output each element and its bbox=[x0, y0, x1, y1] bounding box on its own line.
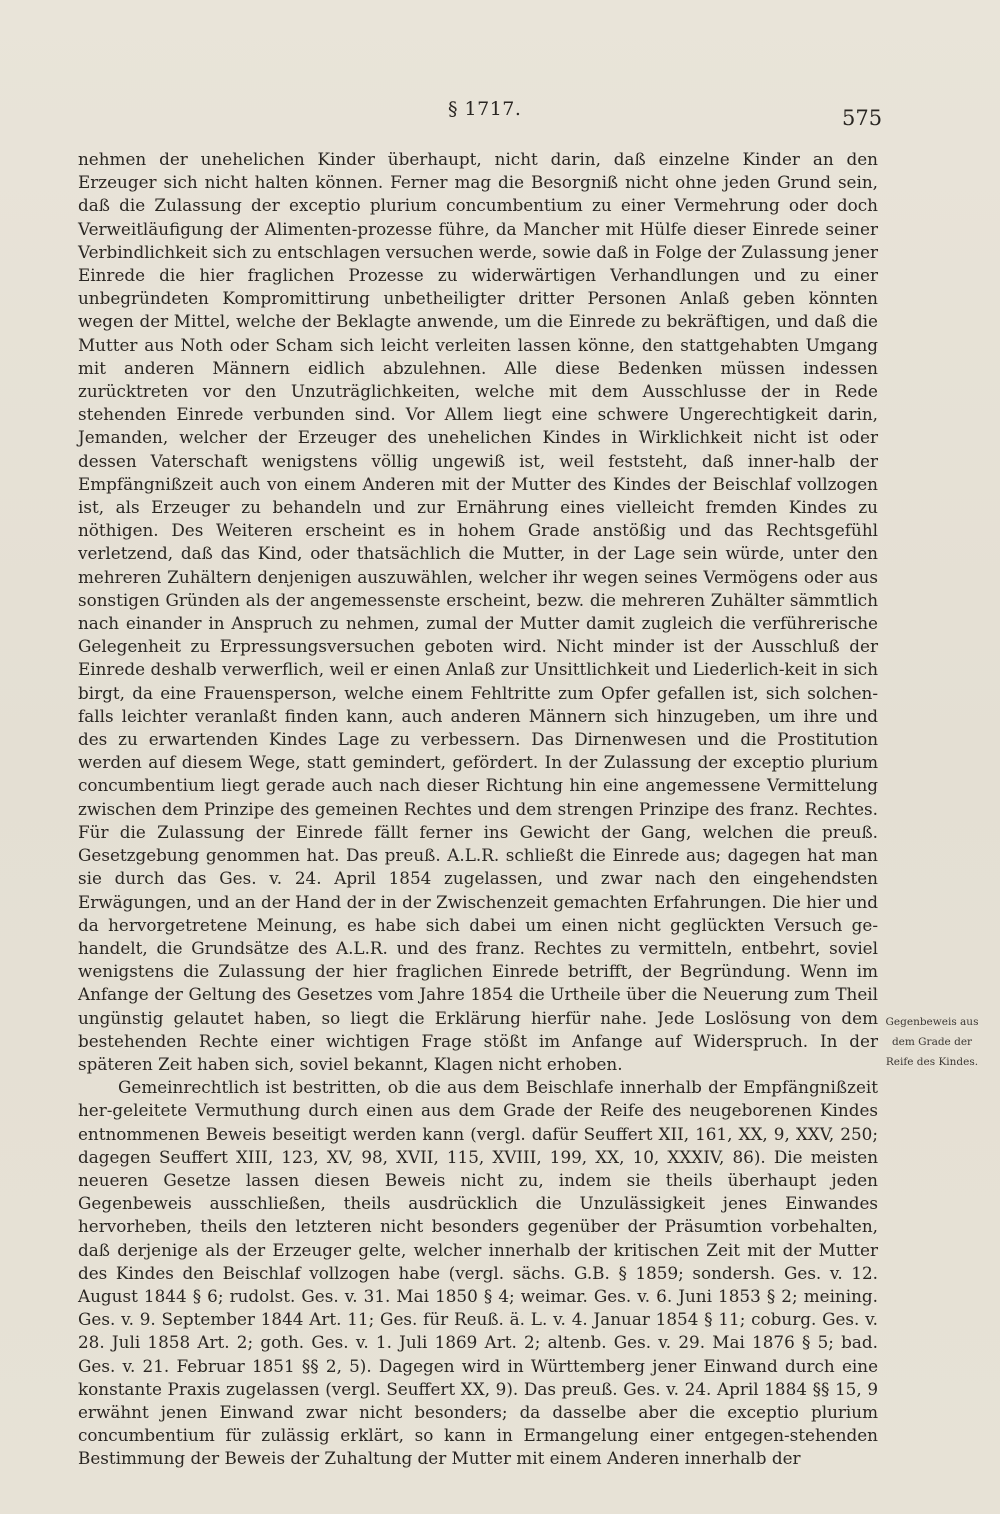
paragraph-2: Gemeinrechtlich ist bestritten, ob die aus dem Beischlafe innerhalb der Empfängnißzeit her-geleitete Vermuthung durch einen aus dem Grade der Reife des neugeborenen Kindes entnommenen Beweis beseitigt werden kann (vergl. dafür Seuffert XII, 161, XX, 9, XXV, 250; dagegen Seuffert XIII, 123, XV, 98, XVII, 115, XVIII, 199, XX, 10, XXXIV, 86). Die meisten neueren Gesetze lassen diesen Beweis nicht zu, indem sie theils überhaupt jeden Gegenbeweis ausschließen, theils ausdrücklich die Unzulässigkeit jenes Einwandes hervorheben, theils den letzteren nicht besonders gegenüber der Präsumtion vorbehalten, daß derjenige als der Erzeuger gelte, welcher innerhalb der kritischen Zeit mit der Mutter des Kindes den Beischlaf vollzogen habe (vergl. sächs. G.B. § 1859; sondersh. Ges. v. 12. August 1844 § 6; rudolst. Ges. v. 31. Mai 1850 § 4; weimar. Ges. v. 6. Juni 1853 § 2; meining. Ges. v. 9. September 1844 Art. 11; Ges. für Reuß. ä. L. v. 4. Januar 1854 § 11; coburg. Ges. v. 28. Juli 1858 Art. 2; goth. Ges. v. 1. Juli 1869 Art. 2; altenb. Ges. v. 29. Mai 1876 § 5; bad. Ges. v. 21. Februar 1851 §§ 2, 5). Dagegen wird in Württemberg jener Einwand durch eine konstante Praxis zugelassen (vergl. Seuffert XX, 9). Das preuß. Ges. v. 24. April 1884 §§ 15, 9 erwähnt jenen Einwand zwar nicht besonders; da dasselbe aber die exceptio plurium concumbentium für zulässig erklärt, so kann in Ermangelung einer entgegen-stehenden Bestimmung der Beweis der Zuhaltung der Mutter mit einem Anderen innerhalb der bbox=[78, 1077, 878, 1469]
margin-note: Gegenbeweis aus dem Grade der Reife des Kindes. bbox=[885, 1016, 979, 1068]
section-header: § 1717. bbox=[448, 98, 522, 120]
body-text bbox=[78, 148, 878, 1471]
page-number: 575 bbox=[842, 106, 883, 130]
paragraph-1: nehmen der unehelichen Kinder überhaupt, nicht darin, daß einzelne Kinder an den Erzeuger sich nicht halten können. Ferner mag die Besorgniß nicht ohne jeden Grund sein, daß die Zulassung der exceptio plurium concumbentium zu einer Vermehrung oder doch Verweitläufigung der Alimenten-prozesse führe, da Mancher mit Hülfe dieser Einrede seiner Verbindlichkeit sich zu entschlagen versuchen werde, sowie daß in Folge der Zulassung jener Einrede die hier fraglichen Prozesse zu widerwärtigen Verhandlungen und zu einer unbegründeten Kompromittirung unbetheiligter dritter Personen Anlaß geben könnten wegen der Mittel, welche der Beklagte anwende, um die Einrede zu bekräftigen, und daß die Mutter aus Noth oder Scham sich leicht verleiten lassen könne, den stattgehabten Umgang mit anderen Männern eidlich abzulehnen. Alle diese Bedenken müssen indessen zurücktreten vor den Unzuträglichkeiten, welche mit dem Ausschlusse der in Rede stehenden Einrede verbunden sind. Vor Allem liegt eine schwere Ungerechtigkeit darin, Jemanden, welcher der Erzeuger des unehelichen Kindes in Wirklichkeit nicht ist oder dessen Vaterschaft wenigstens völlig ungewiß ist, weil feststeht, daß inner-halb der Empfängnißzeit auch von einem Anderen mit der Mutter des Kindes der Beischlaf vollzogen ist, als Erzeuger zu behandeln und zur Ernährung eines vielleicht fremden Kindes zu nöthigen. Des Weiteren erscheint es in hohem Grade anstößig und das Rechtsgefühl verletzend, daß das Kind, oder thatsächlich die Mutter, in der Lage sein würde, unter den mehreren Zuhältern denjenigen auszuwählen, welcher ihr wegen seines Vermögens oder aus sonstigen Gründen als der angemessenste erscheint, bezw. die mehreren Zuhälter sämmtlich nach einander in Anspruch zu nehmen, zumal der Mutter damit zugleich die verführerische Gelegenheit zu Erpressungsversuchen geboten wird. Nicht minder ist der Ausschluß der Einrede deshalb verwerflich, weil er einen Anlaß zur Unsittlichkeit und Liederlich-keit in sich birgt, da eine Frauensperson, welche einem Fehltritte zum Opfer gefallen ist, sich solchen-falls leichter veranlaßt finden kann, auch anderen Männern sich hinzugeben, um ihre und des zu erwartenden Kindes Lage zu verbessern. Das Dirnenwesen und die Prostitution werden auf diesem Wege, statt gemindert, gefördert. In der Zulassung der exceptio plurium concumbentium liegt gerade auch nach dieser Richtung hin eine angemessene Vermittelung zwischen dem Prinzipe des gemeinen Rechtes und dem strengen Prinzipe des franz. Rechtes. Für die Zulassung der Einrede fällt ferner ins Gewicht der Gang, welchen die preuß. Gesetzgebung genommen hat. Das preuß. A.L.R. schließt die Einrede aus; dagegen hat man sie durch das Ges. v. 24. April 1854 zugelassen, und zwar nach den eingehendsten Erwägungen, und an der Hand der in der Zwischenzeit gemachten Erfahrungen. Die hier und da hervorgetretene Meinung, es habe sich dabei um einen nicht geglückten Versuch ge-handelt, die Grundsätze des A.L.R. und des franz. Rechtes zu vermitteln, entbehrt, soviel wenigstens die Zulassung der hier fraglichen Einrede betrifft, der Begründung. Wenn im Anfange der Geltung des Gesetzes vom Jahre 1854 die Urtheile über die Neuerung zum Theil ungünstig gelautet haben, so liegt die Erklärung hierfür nahe. Jede Loslösung von dem bestehenden Rechte einer wichtigen Frage stößt im Anfange auf Widerspruch. In der späteren Zeit haben sich, soviel bekannt, Klagen nicht erhoben. bbox=[78, 149, 878, 1074]
